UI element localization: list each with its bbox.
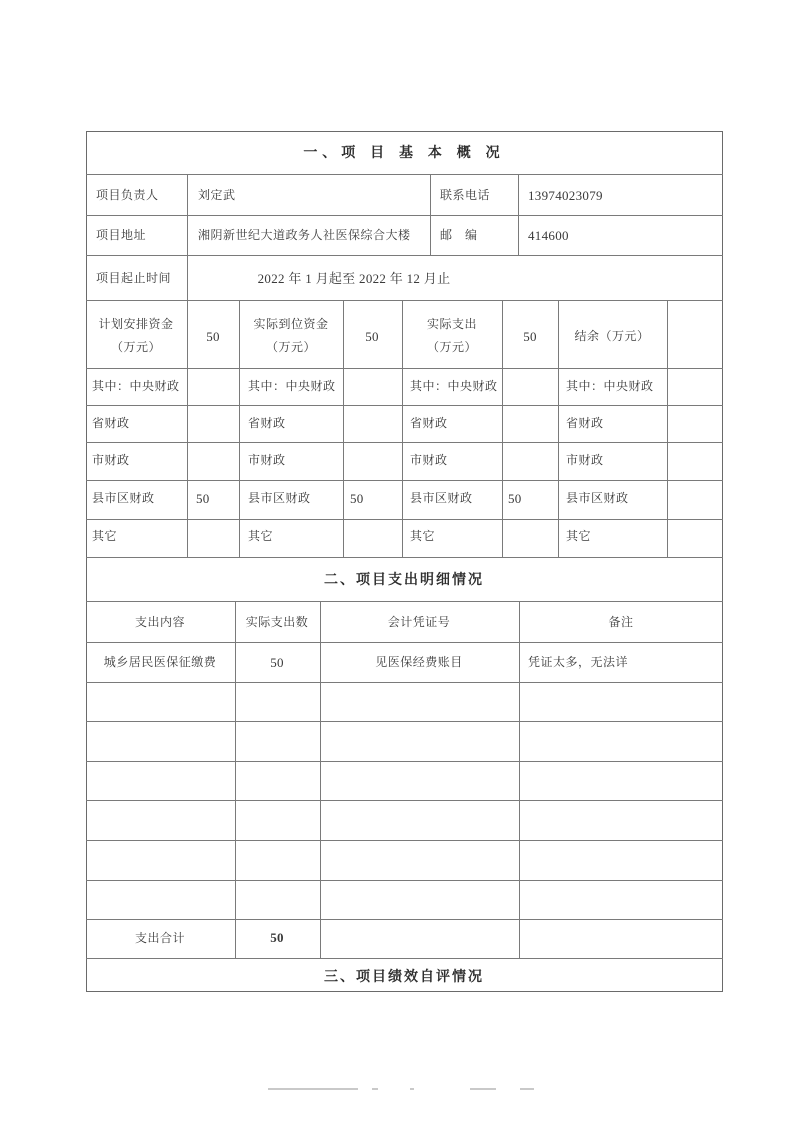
table-rule bbox=[86, 958, 723, 959]
leader-label: 项目负责人 bbox=[96, 188, 159, 202]
detail-cell: 见医保经费账目 bbox=[375, 655, 463, 669]
table-column-rule bbox=[239, 300, 240, 557]
table-rule bbox=[86, 682, 723, 683]
table-rule bbox=[86, 919, 723, 920]
table-rule bbox=[86, 405, 723, 406]
detail-header: 实际支出数 bbox=[245, 615, 309, 629]
fund-row-label: 其它 bbox=[410, 529, 436, 543]
table-rule bbox=[86, 442, 723, 443]
fund-row-label: 市财政 bbox=[92, 453, 130, 467]
scan-artifact bbox=[372, 1088, 378, 1090]
section2-title: 二、项目支出明细情况 bbox=[324, 572, 484, 588]
spent-total: 50 bbox=[523, 329, 537, 344]
leader-value: 刘定武 bbox=[198, 188, 236, 202]
total-value: 50 bbox=[270, 930, 284, 945]
table-column-rule bbox=[320, 601, 321, 958]
fund-row-label: 市财政 bbox=[566, 453, 604, 467]
zip-value: 414600 bbox=[528, 228, 569, 243]
fund-row-label: 县市区财政 bbox=[566, 491, 629, 505]
arrived-label-unit: （万元） bbox=[265, 340, 317, 354]
table-column-rule bbox=[187, 300, 188, 557]
table-rule bbox=[86, 368, 723, 369]
table-rule bbox=[86, 300, 723, 301]
address-label: 项目地址 bbox=[96, 228, 147, 242]
scan-artifact bbox=[268, 1088, 358, 1090]
detail-cell-remark: 凭证太多，无法详 bbox=[528, 655, 629, 669]
section3-title: 三、项目绩效自评情况 bbox=[324, 969, 484, 985]
table-rule bbox=[86, 255, 723, 256]
detail-cell: 50 bbox=[270, 655, 284, 670]
detail-header: 支出内容 bbox=[134, 615, 186, 629]
table-rule bbox=[86, 642, 723, 643]
phone-label: 联系电话 bbox=[440, 188, 491, 202]
fund-row-label: 其它 bbox=[566, 529, 592, 543]
table-column-rule bbox=[187, 174, 188, 300]
table-column-rule bbox=[430, 174, 431, 255]
project-table bbox=[86, 131, 723, 992]
fund-row-planned: 50 bbox=[196, 491, 210, 506]
fund-row-label: 县市区财政 bbox=[92, 491, 155, 505]
fund-row-label: 省财政 bbox=[410, 416, 448, 430]
fund-row-spent: 50 bbox=[508, 491, 522, 506]
fund-row-label: 其它 bbox=[92, 529, 118, 543]
fund-row-label: 县市区财政 bbox=[248, 491, 311, 505]
fund-row-label: 省财政 bbox=[248, 416, 286, 430]
table-column-rule bbox=[343, 300, 344, 557]
phone-value: 13974023079 bbox=[528, 188, 603, 203]
section1-title: 一、项 目 基 本 概 况 bbox=[303, 145, 505, 161]
table-rule bbox=[86, 880, 723, 881]
detail-header: 会计凭证号 bbox=[387, 615, 451, 629]
table-column-rule bbox=[402, 300, 403, 557]
fund-row-label: 省财政 bbox=[92, 416, 130, 430]
planned-label-unit: （万元） bbox=[110, 340, 162, 354]
planned-total: 50 bbox=[206, 329, 220, 344]
fund-row-label: 其中：中央财政 bbox=[248, 379, 336, 393]
table-rule bbox=[86, 721, 723, 722]
fund-row-label: 省财政 bbox=[566, 416, 604, 430]
spent-label: 实际支出 bbox=[426, 317, 478, 331]
table-column-rule bbox=[502, 300, 503, 557]
table-column-rule bbox=[667, 300, 668, 557]
fund-row-arrived: 50 bbox=[350, 491, 364, 506]
table-rule bbox=[86, 519, 723, 520]
table-rule bbox=[86, 800, 723, 801]
table-column-rule bbox=[519, 601, 520, 958]
zip-label: 邮 编 bbox=[440, 228, 478, 242]
scan-artifact bbox=[410, 1088, 414, 1090]
detail-cell: 城乡居民医保征缴费 bbox=[103, 655, 217, 669]
scan-artifact bbox=[520, 1088, 534, 1090]
period-label: 项目起止时间 bbox=[96, 271, 172, 285]
total-label: 支出合计 bbox=[134, 931, 186, 945]
fund-row-label: 其中：中央财政 bbox=[410, 379, 498, 393]
arrived-total: 50 bbox=[365, 329, 379, 344]
table-rule bbox=[86, 215, 723, 216]
table-rule bbox=[86, 601, 723, 602]
balance-label: 结余（万元） bbox=[574, 329, 650, 343]
table-rule bbox=[86, 557, 723, 558]
fund-row-label: 市财政 bbox=[248, 453, 286, 467]
fund-row-label: 其中：中央财政 bbox=[92, 379, 180, 393]
table-column-rule bbox=[558, 300, 559, 557]
table-rule bbox=[86, 840, 723, 841]
planned-label: 计划安排资金 bbox=[98, 317, 174, 331]
arrived-label: 实际到位资金 bbox=[253, 317, 329, 331]
fund-row-label: 其中：中央财政 bbox=[566, 379, 654, 393]
period-value: 2022 年 1 月起至 2022 年 12 月止 bbox=[257, 271, 451, 286]
fund-row-label: 其它 bbox=[248, 529, 274, 543]
detail-header: 备注 bbox=[608, 615, 634, 629]
spent-label-unit: （万元） bbox=[426, 340, 478, 354]
fund-row-label: 市财政 bbox=[410, 453, 448, 467]
scan-artifact bbox=[470, 1088, 496, 1090]
table-rule bbox=[86, 174, 723, 175]
table-rule bbox=[86, 761, 723, 762]
table-rule bbox=[86, 480, 723, 481]
table-column-rule bbox=[235, 601, 236, 958]
address-value: 湘阴新世纪大道政务人社医保综合大楼 bbox=[198, 228, 411, 242]
table-column-rule bbox=[518, 174, 519, 255]
fund-row-label: 县市区财政 bbox=[410, 491, 473, 505]
